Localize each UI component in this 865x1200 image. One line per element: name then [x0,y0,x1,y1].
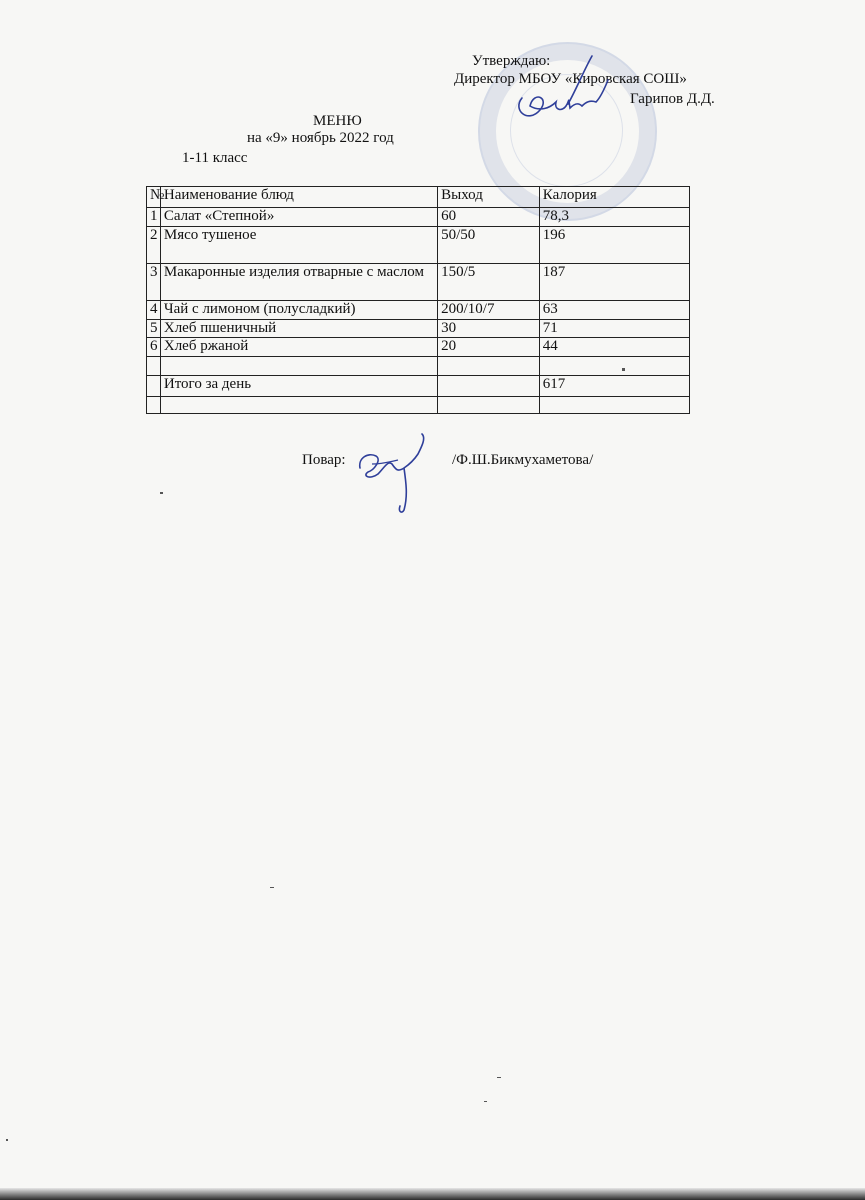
dish-portion: 30 [438,320,540,338]
dish-name: Хлеб ржаной [160,338,437,357]
row-number [147,376,161,397]
table-row [147,208,690,227]
row-number [147,357,161,376]
table-row [147,320,690,338]
table-header-row [147,187,690,208]
dish-portion: 50/50 [438,227,540,264]
scan-speck [160,492,163,494]
scan-speck [484,1101,487,1102]
row-number: 6 [147,338,161,357]
table-row [147,301,690,320]
approval-label: Утверждаю: [472,53,551,69]
dish-portion: 20 [438,338,540,357]
menu-table [146,186,690,414]
dish-portion [438,357,540,376]
scan-speck [497,1077,501,1078]
dish-name: Мясо тушеное [160,227,437,264]
table-row [147,338,690,357]
header-calories: Калория [539,187,689,208]
director-signature-icon [510,50,615,130]
dish-calories: 44 [539,338,689,357]
menu-grade: 1-11 класс [182,150,248,166]
header-portion: Выход [438,187,540,208]
dish-portion: 200/10/7 [438,301,540,320]
total-portion [438,376,540,397]
row-number: 3 [147,264,161,301]
table-row [147,357,690,376]
dish-name [160,357,437,376]
header-dish-name: Наименование блюд [160,187,437,208]
dish-calories: 78,3 [539,208,689,227]
dish-portion: 60 [438,208,540,227]
cook-label: Повар: [302,452,346,468]
scan-speck [270,887,274,888]
approval-director: Директор МБОУ «Кировская СОШ» [454,71,687,87]
dish-calories: 196 [539,227,689,264]
dish-name: Салат «Степной» [160,208,437,227]
dish-portion [438,397,540,414]
scan-speck [622,368,625,371]
approval-director-name: Гарипов Д.Д. [630,91,715,107]
menu-date: на «9» ноябрь 2022 год [247,130,394,146]
row-number: 5 [147,320,161,338]
table-total-row [147,376,690,397]
scan-bottom-edge [0,1188,865,1200]
dish-portion: 150/5 [438,264,540,301]
cook-name: /Ф.Ш.Бикмухаметова/ [452,452,594,468]
scan-speck [6,1139,8,1141]
row-number: 4 [147,301,161,320]
total-calories: 617 [539,376,689,397]
dish-name [160,397,437,414]
table-row [147,264,690,301]
dish-calories [539,397,689,414]
table-row [147,227,690,264]
cook-signature-icon [352,430,432,516]
header-number: № [147,187,161,208]
menu-title: МЕНЮ [313,113,362,129]
dish-calories: 63 [539,301,689,320]
row-number [147,397,161,414]
dish-calories: 71 [539,320,689,338]
table-row [147,397,690,414]
row-number: 1 [147,208,161,227]
row-number: 2 [147,227,161,264]
dish-calories: 187 [539,264,689,301]
dish-calories [539,357,689,376]
dish-name: Чай с лимоном (полусладкий) [160,301,437,320]
dish-name: Хлеб пшеничный [160,320,437,338]
dish-name: Макаронные изделия отварные с маслом [160,264,437,301]
total-label: Итого за день [160,376,437,397]
